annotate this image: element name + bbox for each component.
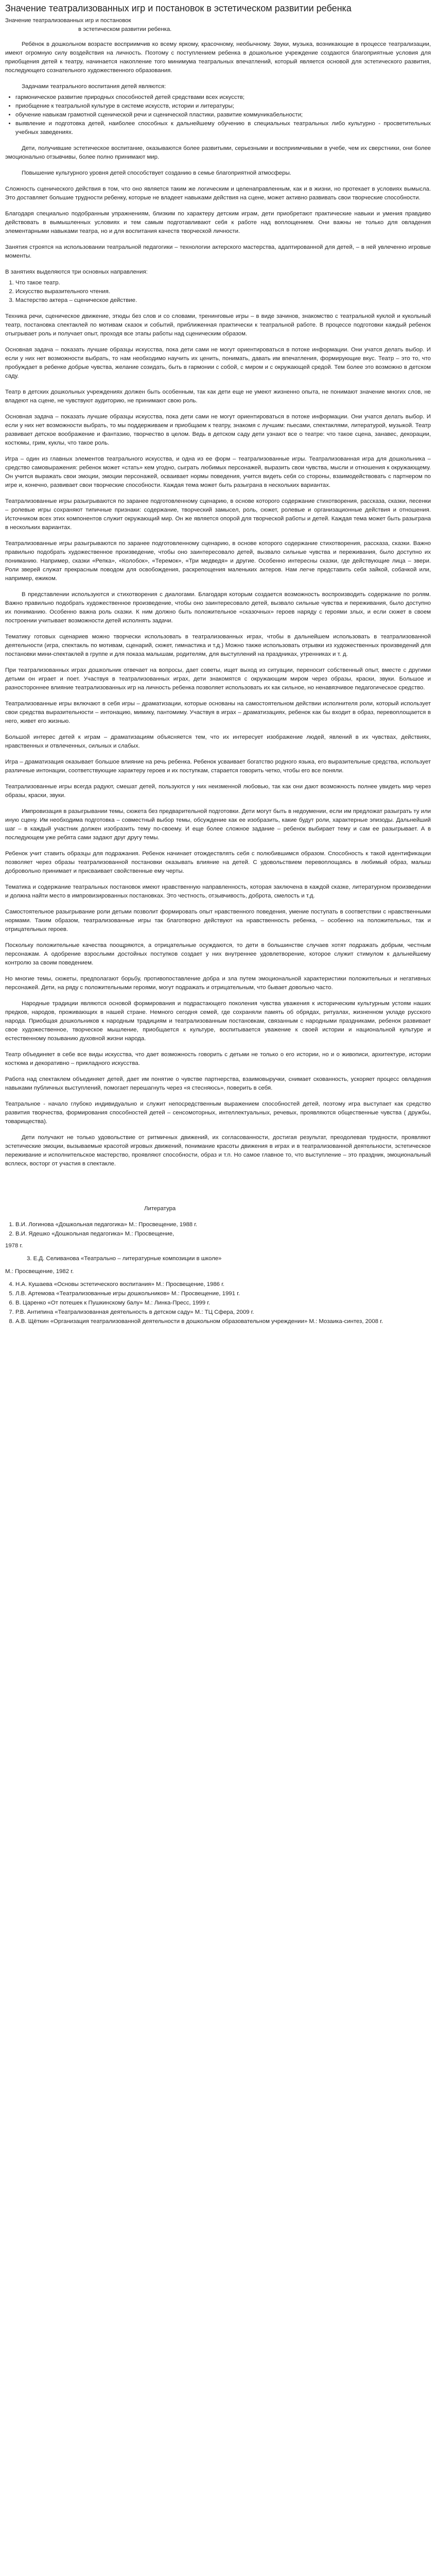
paragraph-games: Игра – один из главных элементов театрального искусства, и одна из ее форм – театрализованные игры. Театрализованная игра для дошкольника – средство самовыражения: ребенок может «стать» кем угодно, сыграть любимых персонажей, выразить свои чувства, мысли и отношения к окружающему. Он учится выражать свои эмоции, эмоции персонажей, осваивает нормы поведения, учится видеть себя со стороны, взаимодействовать с партнером по игре и, конечно, развивает свои творческие способности. Каждая тема может быть разыграна в нескольких вариантах. — [5, 456, 431, 488]
paragraph-forms: Театрализованные игры разыгрываются по заранее подготовленному сценарию, в основе которого содержание стихотворения, рассказа, сказки, песенки – ролевые игры сохраняют типичные признаки: содержание, творческий замысел, роль, сюжет, ролевые и организационные действия и отношения. Источником всех этих компонентов служит окружающий мир. Он же является опорой для творческой работы и детей. Каждая тема может быть разыграна в нескольких вариантах. — [5, 498, 431, 531]
subtitle-line-1: Значение театрализованных игр и постановок — [5, 18, 131, 24]
literature-item: 6. В. Царенко «От потешек к Пушкинскому балу» М.: Линка-Пресс, 1999 г. — [15, 1299, 431, 1308]
tasks-list — [5, 93, 431, 137]
literature-year: 1978 г. — [5, 1243, 23, 1249]
list-item: • приобщение к театральной культуре в системе искусств, истории и литературы; — [15, 102, 431, 111]
paragraph-kinds: Театрализованные игры разыгрываются по заранее подготовленному сценарию, в основе которого содержание стихотворения, рассказа, сказки. Важно правильно подобрать художественное произведение, чтобы оно заинтересовало детей, вызвало сильные чувства и переживания, было доступно их пониманию. Например, сказки «Репка», «Колобок», «Теремок», «Три медведя» и другие. Особенно интересны сказки, где действующие лица – звери. Роли зверей служат прекрасным поводом для освобождения, раскрепощения маленьких актеров. Нам легче представить себя зайкой, собачкой или, например, ежиком. — [5, 540, 431, 582]
subtitle-line-2: в эстетическом развитии ребенка. — [78, 26, 172, 32]
paragraph-folk: Народные традиции являются основой формирования и подрастающего поколения чувства уважения к историческим культурным устоям наших предков, народов, проживающих в нашей стране. Немного сегодня семей, где сохраняли память об обрядах, ритуалах, жизненном укладе русского народа. Приобщая дошкольников к народным традициям и театрализованным постановкам, связанным с народными праздниками, ребенок развивает свое художественное, творческое мышление, приобщается к культуре, воспитывается уважение к своей истории и национальной культуре и естественному позыванию духовной жизни народа. — [5, 1001, 431, 1042]
literature-item: 7. Р.В. Антипина «Театрализованная деятельность в детском саду» М.: ТЦ Сфера, 2009 г. — [15, 1308, 431, 1317]
list-item: • выявление и подготовка детей, наиболее способных к дальнейшему обучению в специальных театральных либо культурно - просветительных учебных заведениях. — [15, 120, 431, 137]
paragraph-kids: Дети получают не только удовольствие от ритмичных движений, их согласованности, достигая результат, преодолевая трудности, проявляют эстетические эмоции, вызываемые красотой игровых движений, понимание красоты движения в играх и в театрализованной деятельности, эстетическое переживание и исполнительское мастерство, проявляют способности, образ и т.п. Но самое главное то, что выступление – это праздник, эмоциональный всплеск, восторг от участия в спектакле. — [5, 1134, 431, 1167]
paragraph-theatre: Театр в детских дошкольных учреждениях должен быть особенным, так как дети еще не умеют жизненно опыта, не понимают значение многих слов, не владеют на сцене, не чувствуют аудиторию, не принимают свою роль. — [5, 389, 431, 404]
paragraph-basis: Основная задача – показать лучшие образцы искусства, пока дети сами не могут ориентироваться в потоке информации. Они учатся делать выбор. И если у них нет возможности выбрать, то нам необходимо научить их ценить, понимать, давать им впечатления, формирующие вкус. Театр – это то, что пробуждает в ребенке добрые чувства, желание созидать, быть в гармонии с собой, с миром и с окружающей средой. Тем более это возможно в детском саду. — [5, 347, 431, 379]
literature-item-3-publisher: М.: Просвещение, 1982 г. — [5, 1268, 74, 1275]
paragraph-positive: Ребенок учит ставить образцы для подражания. Ребенок начинает отождествлять себя с полюбившимся образом. Способность к такой идентификации позволяет через образы театрализованной постановки оказывать влияние на детей. С удовольствием перевоплощаясь в любимый образ, малыш добровольно принимает и присваивает свойственные ему черты. — [5, 851, 431, 874]
paragraph-expression: Но многие темы, сюжеты, предполагают борьбу, противопоставление добра и зла путем эмоциональной характеристики положительных и негативных персонажей. Дети, на ряду с положительными героями, могут подражать и отрицательным, что бывает довольно часто. — [5, 976, 431, 991]
literature-heading: Литература — [144, 1206, 176, 1212]
paragraph-play: Игра – драматизация оказывает большое влияние на речь ребенка. Ребенок усваивает богатство родного языка, его выразительные средства, использует различные интонации, соответствующие характеру героев и их поступкам, старается говорить четко, чтобы его все поняли. — [5, 759, 431, 774]
paragraph-main: Основная задача – показать лучшие образцы искусства, пока дети сами не могут ориентироваться в потоке информации. Они учатся делать выбор. И если у них нет возможности выбрать, то мы поддерживаем и приобщаем к театру, знакомя с лучшим: пьесами, спектаклями, литературой, музыкой. Театр развивает детское воображение и фантазию, творчество в целом. Ведь в детском саду дети узнают все о театре: что такое сцена, занавес, декорации, костюмы, грим, куклы, что такое роль. — [5, 414, 431, 446]
literature-item: 4. Н.А. Кушаева «Основы эстетического воспитания» М.: Просвещение, 1986 г. — [15, 1280, 431, 1289]
paragraph-stage: Сложность сценического действия в том, что оно является таким же логическим и целенаправленным, как и в жизни, но протекает в условиях вымысла. Это доставляет большие трудности ребенку, которые не владеет навыками действия на сцене, может активно развивать свои творческие способности. — [5, 186, 431, 201]
directions-heading: В занятиях выделяются три основных направления: — [5, 269, 148, 275]
paragraph-theatre-role: Театральное - начало глубоко индивидуально и служит непосредственным выражением способностей детей, поэтому игра выступает как средство развития творчества, формирования способностей детей – сенсомоторных, интеллектуальных, речевых, проявляются общественные чувства ( дружбы, товарищества). — [5, 1101, 431, 1125]
paragraph-show: В представлении используются и стихотворения с диалогами. Благодаря которым создается возможность воспроизводить содержание по ролям. Важно правильно подобрать художественное произведение, чтобы оно заинтересовало детей, вызвало сильные чувства и переживания, было доступно их пониманию. Особенно важна роль сказки. К ним должно быть положительное «сказочных» героев наряду с героями злых, и если сюжет в своем построении учитывает возможности детей исполнять задачи. — [5, 591, 431, 624]
literature-item: 1. В.И. Логинова «Дошкольная педагогика» М.: Просвещение, 1988 г. — [15, 1221, 431, 1229]
paragraph-variety: Театрализованные игры всегда радуют, смешат детей, пользуются у них неизменной любовью, так как они дают возможность полнее увидеть мир через образы, краски, звуки. — [5, 784, 431, 799]
list-item: 1. Что такое театр. — [15, 279, 431, 287]
paragraph-speech: Техника речи, сценическое движение, этюды без слов и со словами, тренинговые игры – в виде зачинов, знакомство с театральной куклой и кукольный театр, постановка спектаклей по мотивам сказок и событий, приближенная практически к театральной работе. В процессе подготовки каждый ребенок отыгрывает роль и получает опыт, проходя все этапы работы над сценическим образом. — [5, 313, 431, 337]
paragraph-raising: Повышение культурного уровня детей способствует созданию в семье благоприятной атмосферы. — [22, 170, 291, 176]
paragraph-intro: Ребёнок в дошкольном возрасте восприимчив ко всему яркому, красочному, необычному. Звуки, музыка, возникающие в процессе театрализации, имеют огромную силу воздействия на личность. Поэтому с поступлением ребенка в дошкольное учреждение создаются благоприятные условия для приобщения детей к театру, начинается накопление того минимума театральных впечатлений, который является основой для эстетического развития, последующего сознательного художественного образования. — [5, 41, 431, 74]
tasks-heading: Задачами театрального воспитания детей являются: — [22, 83, 166, 90]
paragraph-improvisation: Импровизация в разыгрывании темы, сюжета без предварительной подготовки. Дети могут быть в недоумении, если им предложат разыграть ту или иную сцену. Им необходима подготовка – совместный выбор темы, обсуждение как ее изобразить, какие будут роли, характерные эпизоды. Дальнейший шаг – в каждый участник должен изобразить тему по-своему. И еще более сложное задание – ребенок выбирает тему и сам ее разыгрывает. А в последующем уже ребята сами задают друг другу темы. — [5, 808, 431, 841]
directions-list — [5, 279, 431, 305]
list-item: • обучение навыкам грамотной сценической речи и сценической пластики, развитие коммуникабельности; — [15, 111, 431, 120]
literature-item-3: 3. Е.Д. Селиванова «Театрально – литературные композиции в школе» — [27, 1256, 222, 1262]
paragraph-attention: Поскольку положительные качества поощряются, а отрицательные осуждаются, то дети в большинстве случаев хотят подражать добрым, честным персонажам. А одобрение взрослыми достойных поступков создает у них внутреннее удовлетворение, которое служит стимулом к дальнейшему контролю за своим поведением. — [5, 942, 431, 966]
paragraph-themes: Тематику готовых сценариев можно творчески использовать в театрализованных играх, чтобы в дальнейшем использовать в театрализованной деятельности (игра, спектакль по мотивам, сценарий, сюжет, гимнастика и т.д.) Можно также использовать отрывки из художественных произведений для постановки мини-спектаклей в группе и для показа малышам, родителям, для выступлений на праздниках, утренниках и т. д. — [5, 634, 431, 657]
list-item: 3. Мастерство актера – сценическое действие. — [15, 296, 431, 305]
paragraph-unite: Театр объединяет в себе все виды искусства, что дает возможность говорить с детьми не только о его истории, но и о живописи, архитектуре, истории костюма и декоративно – прикладного искусства. — [5, 1052, 431, 1066]
literature-item: 8. А.В. Щёткин «Организация театрализованной деятельности в дошкольном образовательном учреждении» М.: Мозаика-синтез, 2008 г. — [15, 1317, 431, 1326]
spacer — [5, 1176, 431, 1205]
page-title: Значение театрализованных игр и постановок в эстетическом развитии ребенка — [5, 3, 352, 13]
paragraph-process: При театрализованных играх дошкольник отвечает на вопросы, дает советы, ищет выход из ситуации, переносит собственный опыт, вместе с другими детьми он играет и поет. Участвуя в театрализованных играх, дети знакомятся с окружающим миром через образы, краски, звуки. Большое и разностороннее влияние театрализованных игр на личность ребенка позволяет использовать их как сильное, но ненавязчивое педагогическое средство. — [5, 667, 431, 691]
paragraph-selfplay: Самостоятельное разыгрывание роли детьми позволит формировать опыт нравственного поведения, умение поступать в соответствии с нравственными нормами. Таким образом, театрализованные игры так благотворно действуют на нравственность ребенка, – особенно на положительных, так и отрицательных героев. — [5, 909, 431, 933]
paragraph-moral: Тематика и содержание театральных постановок имеют нравственную направленность, которая заключена в каждой сказке, литературном произведении и должна найти место в импровизированных постановках. Это честность, отзывчивость, доброта, смелость и т.д. — [5, 884, 431, 899]
paragraph-pedagogue: Благодаря специально подобранным упражнениям, близким по характеру детским играм, дети приобретают практические навыки и умения правдиво действовать в вымышленных условиях и тем самым подготавливают себя к работе над воплощением. Они важны не только для овладения элементарными навыками театра, но и для воспитания качеств творческой личности. — [5, 211, 431, 234]
paragraph-work: Работа над спектаклем объединяет детей, дает им понятие о чувстве партнерства, взаимовыручки, снимает скованность, ускоряет процесс овладения навыками публичных выступлений, помогает перешагнуть через «я стесняюсь», поверить в себя. — [5, 1076, 431, 1091]
literature-list — [5, 1221, 431, 1239]
literature-item: 5. Л.В. Артемова «Театрализованные игры дошкольников» М.: Просвещение, 1991 г. — [15, 1290, 431, 1298]
literature-item: 2. В.И. Ядешко «Дошкольная педагогика» М.: Просвещение, — [15, 1230, 431, 1239]
paragraph-children: Дети, получившие эстетическое воспитание, оказываются более развитыми, серьезными и восприимчивыми в учебе, чем их сверстники, они более эмоционально отзывчивы, более полно принимают мир. — [5, 145, 431, 160]
paragraph-structure: Занятия строятся на использовании театральной педагогики – технологии актерского мастерства, адаптированной для детей, – в ней увлеченно игровые моменты. — [5, 244, 431, 259]
paragraph-dramatization: Театрализованные игры включают в себя игры – драматизации, которые основаны на самостоятельном действии исполнителя роли, который использует свои средства выразительности – интонацию, мимику, пантомиму. Участвуя в играх – драматизациях, ребенок как бы входит в образ, перевоплощается в него, живет его жизнью. — [5, 701, 431, 724]
paragraph-interest: Большой интерес детей к играм – драматизациям объясняется тем, что их интересует изображение людей, явлений в их чувствах, действиях, нравственных и отвлеченных, сильных и слабых. — [5, 734, 431, 749]
list-item: 2. Искусство выразительного чтения. — [15, 287, 431, 296]
literature-list-2 — [5, 1280, 431, 1326]
list-item: • гармоническое развитие природных способностей детей средствами всех искусств; — [15, 93, 431, 102]
